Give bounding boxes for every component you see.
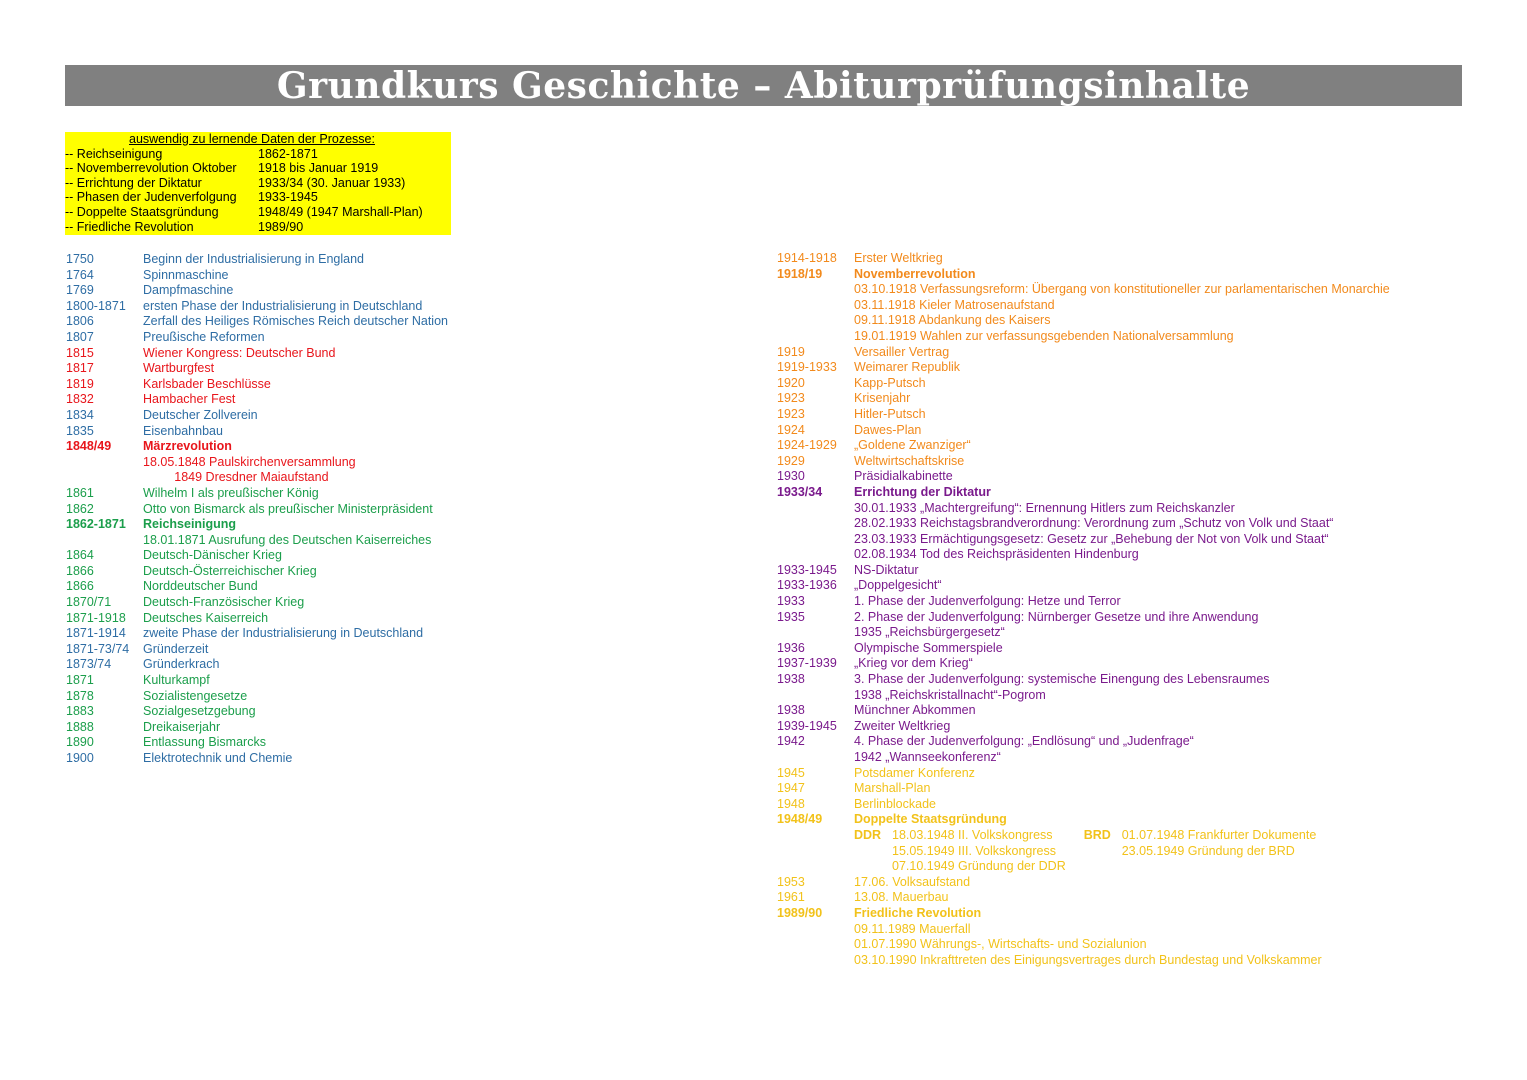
entry-text: Elektrotechnik und Chemie xyxy=(143,751,293,765)
entry-date: 1883 xyxy=(66,704,94,719)
timeline-entry xyxy=(777,937,1390,953)
entry-text: Wiener Kongress: Deutscher Bund xyxy=(143,345,336,360)
entry-text: zweite Phase der Industrialisierung in Deutschland xyxy=(143,626,424,641)
timeline-entry xyxy=(777,875,1390,891)
timeline-entry xyxy=(66,439,448,455)
entry-text: Eisenbahnbau xyxy=(143,423,223,438)
entry-date: 1923 xyxy=(777,391,805,406)
timeline-entry xyxy=(777,454,1390,470)
entry-date: 1871-1918 xyxy=(66,610,126,625)
entry-text: 2. Phase der Judenverfolgung: Nürnberger Gesetze und ihre Anwendung xyxy=(854,609,1259,624)
timeline-entry xyxy=(66,735,448,751)
entry-text: Präsidialkabinette xyxy=(854,469,953,484)
memorize-row xyxy=(65,205,451,220)
timeline-entry xyxy=(777,766,1390,782)
timeline-entry xyxy=(66,377,448,393)
timeline-entry xyxy=(777,578,1390,594)
entry-text: Friedliche Revolution xyxy=(854,905,982,920)
entry-date: 1890 xyxy=(66,735,94,750)
entry-date: 1933-1936 xyxy=(777,578,837,593)
entry-text: 18.01.1871 Ausrufung des Deutschen Kaiserreiches xyxy=(143,532,432,547)
entry-date xyxy=(777,750,854,766)
entry-date xyxy=(66,455,143,471)
entry-text: 3. Phase der Judenverfolgung: systemische Einengung des Lebensraumes xyxy=(854,672,1270,687)
entry-date xyxy=(777,313,854,329)
timeline-entry xyxy=(777,610,1390,626)
memorize-row xyxy=(65,190,451,205)
entry-date: 1939-1945 xyxy=(777,718,837,733)
timeline-right xyxy=(777,251,1390,968)
entry-text: 02.08.1934 Tod des Reichspräsidenten Hindenburg xyxy=(854,547,1139,562)
entry-date: 1942 xyxy=(777,734,805,749)
entry-text: Deutsch-Französischer Krieg xyxy=(143,595,305,610)
entry-text: Zweiter Weltkrieg xyxy=(854,718,951,733)
entry-date: 1947 xyxy=(777,781,805,796)
timeline-entry xyxy=(777,812,1390,828)
entry-date xyxy=(66,470,143,486)
entry-text: Karlsbader Beschlüsse xyxy=(143,376,271,391)
memorize-label: -- Phasen der Judenverfolgung xyxy=(65,190,237,205)
entry-text: Dreikaiserjahr xyxy=(143,719,221,734)
entry-date: 1961 xyxy=(777,890,805,905)
entry-text: Märzrevolution xyxy=(143,439,232,454)
entry-date: 1948/49 xyxy=(777,812,823,827)
entry-text: 30.01.1933 „Machtergreifung“: Ernennung Hitlers zum Reichskanzler xyxy=(854,500,1235,515)
memorize-rows xyxy=(65,147,451,235)
entry-text: 01.07.1990 Währungs-, Wirtschafts- und Sozialunion xyxy=(854,937,1147,952)
timeline-entry xyxy=(66,314,448,330)
entry-date: 1938 xyxy=(777,703,805,718)
memorize-label: -- Errichtung der Diktatur xyxy=(65,175,202,190)
timeline-entry xyxy=(777,547,1390,563)
entry-date: 1937-1939 xyxy=(777,656,837,671)
entry-text: Dampfmaschine xyxy=(143,283,234,298)
timeline-entry xyxy=(777,922,1390,938)
entry-date: 1878 xyxy=(66,688,94,703)
timeline-entry xyxy=(777,407,1390,423)
entry-date: 1933 xyxy=(777,594,805,609)
ddr-block xyxy=(854,828,1066,875)
entry-text: Norddeutscher Bund xyxy=(143,579,258,594)
entry-text: Deutsch-Österreichischer Krieg xyxy=(143,563,317,578)
timeline-entry xyxy=(66,611,448,627)
ddr-lines xyxy=(892,828,1066,875)
timeline-entry xyxy=(777,423,1390,439)
entry-date: 1923 xyxy=(777,406,805,421)
memorize-label: -- Reichseinigung xyxy=(65,146,163,161)
entry-text: „Goldene Zwanziger“ xyxy=(854,438,971,453)
memorize-label: -- Friedliche Revolution xyxy=(65,219,194,234)
entry-date xyxy=(777,298,854,314)
entry-text: Otto von Bismarck als preußischer Ministerpräsident xyxy=(143,501,433,516)
entry-text: Zerfall des Heiliges Römisches Reich deutscher Nation xyxy=(143,314,448,329)
entry-date xyxy=(777,625,854,641)
entry-date: 1870/71 xyxy=(66,595,112,610)
timeline-entry xyxy=(66,408,448,424)
entry-date: 1861 xyxy=(66,485,94,500)
entry-date xyxy=(777,501,854,517)
entry-date: 1918/19 xyxy=(777,266,823,281)
entry-date: 1929 xyxy=(777,453,805,468)
page-title: Grundkurs Geschichte – Abiturprüfungsinhalte xyxy=(276,64,1251,107)
entry-text: Reichseinigung xyxy=(143,517,237,532)
entry-date xyxy=(777,953,854,969)
memorize-row xyxy=(65,220,451,235)
title-bar xyxy=(65,65,1462,106)
entry-text: Kapp-Putsch xyxy=(854,375,926,390)
entry-text: Wilhelm I als preußischer König xyxy=(143,485,319,500)
timeline-entry xyxy=(777,625,1390,641)
timeline-entry xyxy=(777,329,1390,345)
entry-text: Hambacher Fest xyxy=(143,392,236,407)
ddr-tag: DDR xyxy=(854,827,882,842)
entry-date: 1817 xyxy=(66,361,94,376)
entry-date: 1920 xyxy=(777,375,805,390)
entry-date: 1819 xyxy=(66,376,94,391)
entry-date: 1924-1929 xyxy=(777,438,837,453)
timeline-entry xyxy=(777,345,1390,361)
timeline-entry xyxy=(66,502,448,518)
entry-date: 1807 xyxy=(66,329,94,344)
entry-date: 1871-1914 xyxy=(66,626,126,641)
timeline-entry xyxy=(777,501,1390,517)
entry-date: 1933-1945 xyxy=(777,562,837,577)
split-entry xyxy=(777,828,1390,875)
timeline-entry xyxy=(66,361,448,377)
entry-text: Olympische Sommerspiele xyxy=(854,640,1003,655)
entry-text: Hitler-Putsch xyxy=(854,406,926,421)
entry-date xyxy=(777,282,854,298)
memorize-value: 1918 bis Januar 1919 xyxy=(258,161,379,176)
entry-text: Kulturkampf xyxy=(143,673,210,688)
memorize-box xyxy=(65,132,451,235)
entry-text: 18.05.1848 Paulskirchenversammlung xyxy=(143,454,356,469)
timeline-entry xyxy=(777,797,1390,813)
entry-date xyxy=(777,329,854,345)
timeline-entry xyxy=(777,298,1390,314)
entry-date: 1832 xyxy=(66,392,94,407)
memorize-row xyxy=(65,161,451,176)
entry-text: „Krieg vor dem Krieg“ xyxy=(854,656,973,671)
memorize-value: 1933-1945 xyxy=(258,190,318,205)
entry-text: Spinnmaschine xyxy=(143,267,229,282)
entry-text: 1942 „Wannseekonferenz“ xyxy=(854,750,1001,764)
entry-date: 1930 xyxy=(777,469,805,484)
entry-date: 1769 xyxy=(66,283,94,298)
timeline-entry xyxy=(777,313,1390,329)
entry-date xyxy=(777,937,854,953)
entry-text: Deutsch-Dänischer Krieg xyxy=(143,548,282,563)
timeline-entry xyxy=(66,673,448,689)
timeline-entry xyxy=(777,906,1390,922)
entry-date: 1750 xyxy=(66,252,94,266)
timeline-entry xyxy=(777,251,1390,267)
entry-text: Erster Weltkrieg xyxy=(854,251,943,265)
entry-text: „Doppelgesicht“ xyxy=(854,578,942,593)
timeline-entry xyxy=(66,642,448,658)
entry-date: 1871 xyxy=(66,673,94,688)
timeline-entry xyxy=(777,688,1390,704)
entry-text: Deutscher Zollverein xyxy=(143,407,258,422)
entry-text: 03.10.1990 Inkrafttreten des Einigungsvertrages durch Bundestag und Volkskammer xyxy=(854,952,1322,967)
entry-text: Preußische Reformen xyxy=(143,329,265,344)
entry-date: 1919-1933 xyxy=(777,360,837,375)
entry-text: 28.02.1933 Reichstagsbrandverordnung: Verordnung zum „Schutz von Volk und Staat“ xyxy=(854,516,1334,531)
entry-text: 4. Phase der Judenverfolgung: „Endlösung“ und „Judenfrage“ xyxy=(854,734,1194,749)
entry-text: Errichtung der Diktatur xyxy=(854,484,991,499)
entry-text: Berlinblockade xyxy=(854,796,936,811)
entry-text: 23.03.1933 Ermächtigungsgesetz: Gesetz zur „Behebung der Not von Volk und Staat“ xyxy=(854,531,1329,546)
entry-text: Weimarer Republik xyxy=(854,360,961,375)
timeline-left xyxy=(66,252,448,767)
entry-text: Novemberrevolution xyxy=(854,266,976,281)
memorize-label: -- Doppelte Staatsgründung xyxy=(65,204,219,219)
entry-date: 1806 xyxy=(66,314,94,329)
timeline-entry xyxy=(777,672,1390,688)
timeline-entry xyxy=(777,781,1390,797)
entry-text: 1938 „Reichskristallnacht“-Pogrom xyxy=(854,687,1046,702)
entry-date xyxy=(777,532,854,548)
timeline-entry xyxy=(66,689,448,705)
entry-date: 1866 xyxy=(66,579,94,594)
entry-text: 09.11.1918 Abdankung des Kaisers xyxy=(854,313,1051,328)
entry-text: 19.01.1919 Wahlen zur verfassungsgebenden Nationalversammlung xyxy=(854,328,1234,343)
ddr-line: 07.10.1949 Gründung der DDR xyxy=(892,859,1066,874)
entry-date: 1862-1871 xyxy=(66,517,126,532)
entry-date: 1835 xyxy=(66,423,94,438)
entry-text: 1935 „Reichsbürgergesetz“ xyxy=(854,625,1005,640)
timeline-entry xyxy=(66,486,448,502)
entry-text: Gründerkrach xyxy=(143,657,220,672)
entry-date: 1848/49 xyxy=(66,439,112,454)
entry-date: 1873/74 xyxy=(66,657,112,672)
timeline-entry xyxy=(66,252,448,268)
entry-text: Sozialistengesetze xyxy=(143,688,248,703)
timeline-entry xyxy=(66,346,448,362)
entry-date: 1953 xyxy=(777,874,805,889)
timeline-entry xyxy=(66,657,448,673)
timeline-entry xyxy=(777,516,1390,532)
timeline-entry xyxy=(777,563,1390,579)
entry-date: 1989/90 xyxy=(777,905,823,920)
date-spacer xyxy=(777,828,854,875)
memorize-value: 1989/90 xyxy=(258,219,304,234)
entry-date: 1936 xyxy=(777,640,805,655)
entry-text: Deutsches Kaiserreich xyxy=(143,610,269,625)
entry-date: 1914-1918 xyxy=(777,251,837,265)
timeline-entry xyxy=(777,953,1390,969)
timeline-entry xyxy=(777,594,1390,610)
entry-text: ersten Phase der Industrialisierung in Deutschland xyxy=(143,298,423,313)
brd-block xyxy=(1084,828,1317,875)
entry-date: 1800-1871 xyxy=(66,298,126,313)
timeline-entry xyxy=(66,704,448,720)
entry-date: 1948 xyxy=(777,796,805,811)
timeline-entry xyxy=(777,532,1390,548)
brd-lines xyxy=(1122,828,1317,875)
timeline-entry xyxy=(777,469,1390,485)
entry-date xyxy=(777,516,854,532)
entry-date xyxy=(66,533,143,549)
entry-text: Doppelte Staatsgründung xyxy=(854,812,1007,827)
entry-date: 1900 xyxy=(66,751,94,765)
entry-text: Dawes-Plan xyxy=(854,422,922,437)
timeline-entry xyxy=(66,720,448,736)
entry-date: 1834 xyxy=(66,407,94,422)
timeline-entry xyxy=(66,548,448,564)
timeline-entry xyxy=(777,391,1390,407)
memorize-value: 1933/34 (30. Januar 1933) xyxy=(258,175,406,190)
timeline-entry xyxy=(777,890,1390,906)
entry-text: Beginn der Industrialisierung in England xyxy=(143,252,364,266)
entry-text: Sozialgesetzgebung xyxy=(143,704,256,719)
entry-text: Versailler Vertrag xyxy=(854,344,950,359)
timeline-entry xyxy=(777,267,1390,283)
entry-date: 1945 xyxy=(777,765,805,780)
entry-date: 1888 xyxy=(66,719,94,734)
entry-text: 13.08. Mauerbau xyxy=(854,890,949,905)
entry-text: NS-Diktatur xyxy=(854,562,919,577)
timeline-entry xyxy=(777,438,1390,454)
timeline-entry xyxy=(66,330,448,346)
entry-date: 1864 xyxy=(66,548,94,563)
entry-date: 1871-73/74 xyxy=(66,641,130,656)
memorize-heading: auswendig zu lernende Daten der Prozesse: xyxy=(129,132,375,146)
timeline-entry xyxy=(777,656,1390,672)
entry-text: Münchner Abkommen xyxy=(854,703,976,718)
entry-text: Weltwirtschaftskrise xyxy=(854,453,965,468)
timeline-entry xyxy=(66,626,448,642)
entry-date: 1919 xyxy=(777,344,805,359)
timeline-entry xyxy=(777,641,1390,657)
entry-date: 1815 xyxy=(66,345,94,360)
entry-date xyxy=(777,547,854,563)
entry-text: Gründerzeit xyxy=(143,641,209,656)
timeline-entry xyxy=(777,485,1390,501)
timeline-entry xyxy=(66,595,448,611)
entry-date: 1924 xyxy=(777,422,805,437)
ddr-line: 15.05.1949 III. Volkskongress xyxy=(892,843,1056,858)
entry-text: 17.06. Volksaufstand xyxy=(854,874,971,889)
entry-text: Krisenjahr xyxy=(854,391,911,406)
timeline-entry xyxy=(777,750,1390,766)
timeline-entry xyxy=(66,268,448,284)
brd-tag: BRD xyxy=(1083,827,1111,842)
entry-text: 1. Phase der Judenverfolgung: Hetze und Terror xyxy=(854,594,1121,609)
entry-date: 1938 xyxy=(777,672,805,687)
entry-date: 1935 xyxy=(777,609,805,624)
timeline-entry xyxy=(66,392,448,408)
timeline-entry xyxy=(66,751,448,767)
timeline-entry xyxy=(777,719,1390,735)
entry-text: 03.11.1918 Kieler Matrosenaufstand xyxy=(854,297,1055,312)
entry-text: 1849 Dresdner Maiaufstand xyxy=(143,470,329,485)
timeline-entry xyxy=(66,579,448,595)
entry-date: 1862 xyxy=(66,501,94,516)
entry-date xyxy=(777,922,854,938)
timeline-entry xyxy=(777,376,1390,392)
timeline-entry xyxy=(66,533,448,549)
timeline-entry xyxy=(777,282,1390,298)
memorize-row xyxy=(65,176,451,191)
timeline-entry xyxy=(66,299,448,315)
timeline-entry xyxy=(66,424,448,440)
brd-line: 23.05.1949 Gründung der BRD xyxy=(1121,843,1295,858)
entry-text: Entlassung Bismarcks xyxy=(143,735,266,750)
entry-date: 1866 xyxy=(66,563,94,578)
timeline-entry xyxy=(777,360,1390,376)
timeline-entry xyxy=(66,517,448,533)
timeline-entry xyxy=(66,283,448,299)
memorize-value: 1948/49 (1947 Marshall-Plan) xyxy=(258,204,423,219)
ddr-line: 18.03.1948 II. Volkskongress xyxy=(892,827,1053,842)
entry-text: 03.10.1918 Verfassungsreform: Übergang von konstitutioneller zur parlamentarischen Monarchie xyxy=(854,282,1390,297)
timeline-entry xyxy=(66,470,448,486)
timeline-entry xyxy=(66,564,448,580)
timeline-entry xyxy=(777,703,1390,719)
entry-date: 1764 xyxy=(66,267,94,282)
entry-text: Potsdamer Konferenz xyxy=(854,765,975,780)
entry-date xyxy=(777,688,854,704)
entry-text: Marshall-Plan xyxy=(854,781,931,796)
entry-date: 1933/34 xyxy=(777,484,823,499)
memorize-value: 1862-1871 xyxy=(258,146,318,161)
memorize-row xyxy=(65,147,451,162)
timeline-entry xyxy=(66,455,448,471)
entry-text: 09.11.1989 Mauerfall xyxy=(854,921,971,936)
memorize-label: -- Novemberrevolution Oktober xyxy=(65,161,237,176)
brd-line: 01.07.1948 Frankfurter Dokumente xyxy=(1121,827,1317,842)
timeline-entry xyxy=(777,734,1390,750)
entry-text: Wartburgfest xyxy=(143,361,215,376)
